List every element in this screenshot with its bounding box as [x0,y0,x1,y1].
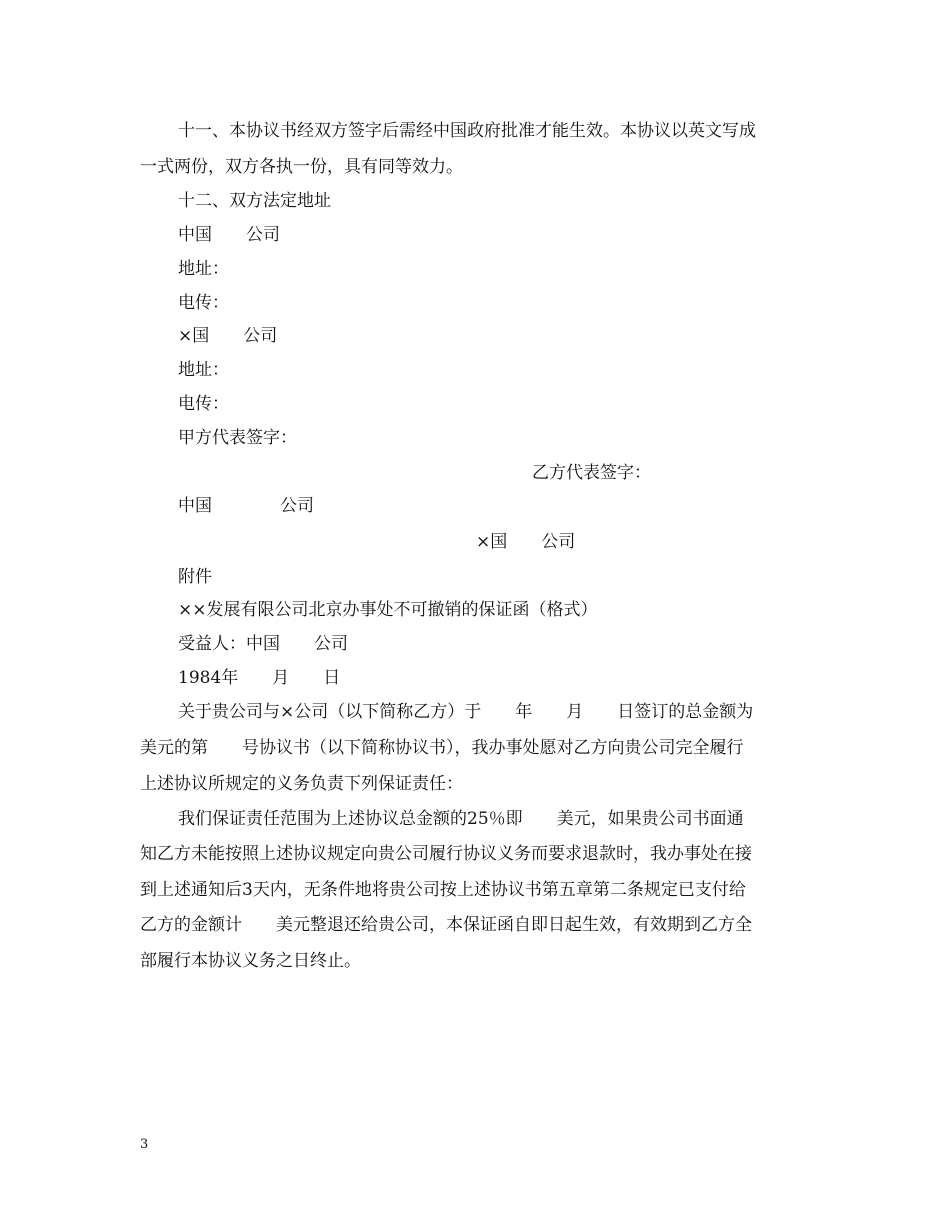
text-line: 乙方的金额计 美元整退还给贵公司，本保证函自即日起生效，有效期到乙方全 [140,915,752,935]
text-line: 我们保证责任范围为上述协议总金额的25％即 美元，如果贵公司书面通 [178,809,744,829]
text-line: 上述协议所规定的义务负责下列保证责任： [140,774,463,794]
text-line: 1984年 月 日 [178,668,341,688]
page-number: 3 [140,1137,149,1152]
text-line: 受益人：中国 公司 [178,634,348,654]
text-line: 地址： [178,360,229,380]
text-line: 部履行本协议义务之日终止。 [140,951,361,971]
text-line: 甲方代表签字： [178,428,297,448]
text-line: 地址： [178,259,229,279]
text-line: ×国 公司 [476,532,576,552]
text-line: 一式两份，双方各执一份，具有同等效力。 [140,157,463,177]
text-line: 乙方代表签字： [532,463,651,483]
text-line: 关于贵公司与×公司（以下简称乙方）于 年 月 日签订的总金额为 [178,702,754,722]
text-line: 十二、双方法定地址 [178,191,331,211]
text-line: 电传： [178,293,229,313]
text-line: ×国 公司 [178,326,278,346]
text-line: 附件 [178,567,212,587]
text-line: 电传： [178,394,229,414]
text-line: 中国 公司 [178,225,280,245]
text-line: 到上述通知后3天内，无条件地将贵公司按上述协议书第五章第二条规定已支付给 [140,880,746,900]
text-line: 十一、本协议书经双方签字后需经中国政府批准才能生效。本协议以英文写成 [178,121,756,141]
text-line: 美元的第 号协议书（以下简称协议书），我办事处愿对乙方向贵公司完全履行 [140,738,744,758]
text-line: 知乙方未能按照上述协议规定向贵公司履行协议义务而要求退款时，我办事处在接 [140,844,752,864]
text-line: ××发展有限公司北京办事处不可撤销的保证函（格式） [178,600,598,620]
text-line: 中国 公司 [178,496,314,516]
